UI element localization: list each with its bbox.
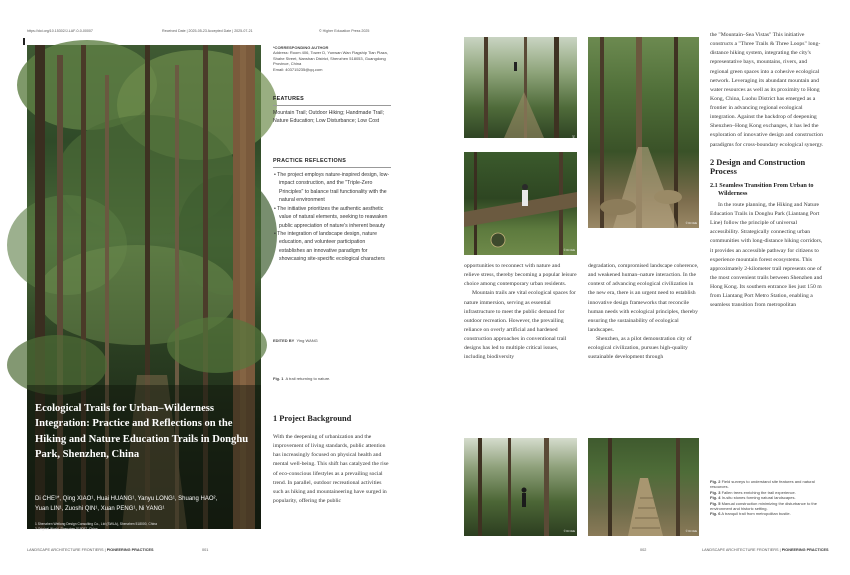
body-column-1: [464, 262, 577, 362]
fig-4-photo: [588, 37, 699, 228]
fig-2-caption: Fig. 2 Field surveys to understand site features and natural resources.: [710, 479, 815, 490]
author-list: [35, 495, 261, 514]
section-1-heading: 1 Project Background: [273, 414, 352, 423]
right-page-number: 002: [640, 548, 647, 552]
section-1-body: With the deepening of urbanization and the improvement of living standards, public attention has increasingly focused on physical health and mental well-being. This shift has catalyzed the rise of eco-conscious lifestyles as a prevailing social trend. In parallel, outdoor recreational activities such as hiking and mountaineering have surged in popularity, offering the public: [273, 434, 389, 504]
hero-forest-photo: [27, 45, 261, 529]
reflection-bullet: • The integration of landscape design, nature education, and volunteer participation establishes an innovative paradigm for showcasing site-specific ecological characters: [274, 230, 385, 263]
copyright-notice: © Higher Education Press 2025: [319, 29, 370, 33]
fig-5-caption: Fig. 5 Manual construction minimizing the disturbance to the environment and historic setting.: [710, 500, 817, 511]
editor-name: Ying WANG: [296, 338, 318, 343]
fig-5-illustration: [464, 438, 577, 536]
received-accepted-dates: Received Date | 2025-05-23 Accepted Date | 2025-07-21: [162, 29, 253, 33]
section-1: [273, 414, 389, 506]
right-page: [425, 0, 850, 575]
corresponding-author-heading: *CORRESPONDING AUTHOR: [273, 45, 329, 50]
features-block: [273, 96, 391, 126]
body-column-2: [588, 262, 700, 362]
fig-5-photo: [464, 438, 577, 536]
authors-line-2: Yuan LIN¹, Zuoshi QIN¹, Xuan PENG¹, Ni YANG¹: [35, 505, 165, 512]
right-footer-journal: LANDSCAPE ARCHITECTURE FRONTIERS | PIONEERING PRACTICES: [702, 548, 829, 552]
fig-3-illustration: [464, 152, 577, 255]
article-title: Ecological Trails for Urban–Wilderness Integration: Practice and Reflections on the Hiking and Nature Education Trails in Donghu Park, Shenzhen, China: [35, 403, 249, 461]
fig-6-caption: Fig. 6 A tranquil trail from metropolitan bustle.: [710, 511, 791, 517]
practice-reflections-block: [273, 158, 391, 264]
fig-6-illustration: [588, 438, 699, 536]
section-2-1-heading: 2.1 Seamless Transition From Urban to Wilderness: [710, 181, 814, 198]
fig-6-photo: [588, 438, 699, 536]
col-3-paragraph-2: In the route planning, the Hiking and Nature Education Trails in Donghu Park (Liantang Port Line) follow the principle of universal accessibility. Strategically connecting urban communities with long-distance hiking corridors, it provides an accessible pathway for citizens to experience mountain forest ecosystems. This approximately 2-kilometer trail represents one of the most convenient trails between Shenzhen and Hong Kong. Its southern entrance lies just 150 m from Liantang Port Metro Station, enabling a seamless transition from metropolitan: [710, 201, 823, 309]
corresponding-address: Address: Room 406, Tower D, Yunwan Wan Flagship Tian Plaza, Shahe Street, Nanshan District, Shenzhen 518053, Guangdong Province, China: [273, 50, 388, 67]
fig-6-credit: © Di CHE: [685, 530, 697, 533]
fig-5-credit: © Di CHE: [563, 530, 575, 533]
authors-line-1: Di CHE¹*, Qing XIAO¹, Huai HUANG¹, Yanyu LONG¹, Shuang HAO²,: [35, 496, 218, 502]
body-column-3: [710, 31, 824, 310]
col-1-paragraph-1: opportunities to reconnect with nature and relieve stress, thereby becoming a popular leisure choice among contemporary urban residents.: [464, 263, 577, 288]
fig-4-credit: © Di CHE: [685, 222, 697, 225]
figure-captions: [710, 479, 828, 517]
affiliation-2: 2 Original World, Shenzhen 518057, China: [35, 526, 98, 531]
practice-reflections-divider: [273, 167, 391, 168]
col-2-paragraph-1: degradation, compromised landscape coherence, and weakened human–nature interaction. In the context of advancing ecological civilization in the new era, there is an urgent need to establish innovative design frameworks that reconcile human needs with ecological principles, thereby ensuring the sustainability of ecological landscapes.: [588, 263, 699, 333]
fig-4-illustration: [588, 37, 699, 228]
fig-4-caption: Fig. 4 In-situ stones forming natural landscapes.: [710, 495, 796, 501]
fig-1-label: Fig. 1: [273, 376, 284, 381]
section-2-heading: 2 Design and Construction Process: [710, 157, 806, 176]
corresponding-author-block: [273, 45, 391, 72]
reflection-bullet: • The initiative prioritizes the authentic aesthetic value of natural elements, seeking to reawaken public appreciation of nature's inherent beauty: [274, 205, 388, 229]
features-keywords: Mountain Trail; Outdoor Hiking; Handmade Trail; Nature Education; Low Disturbance; Low Cost: [273, 110, 385, 125]
page-marker: [23, 38, 25, 45]
col-2-paragraph-2: Shenzhen, as a pilot demonstration city of ecological civilization, pursues high-quality sustainable development through: [588, 336, 692, 361]
fig-1-caption: [273, 376, 391, 381]
features-heading: FEATURES: [273, 96, 305, 102]
edited-by-block: [273, 338, 391, 343]
features-divider: [273, 105, 391, 106]
edited-by-label: EDITED BY: [273, 338, 295, 343]
left-page-number: 001: [202, 548, 209, 552]
fig-2-credit: © Di CHE: [572, 135, 575, 147]
fig-3-caption: Fig. 3 Fallen trees enriching the trail experience.: [710, 489, 796, 495]
corresponding-email[interactable]: Email: 403715235@qq.com: [273, 66, 323, 72]
practice-reflections-heading: PRACTICE REFLECTIONS: [273, 158, 347, 164]
fig-2-photo: [464, 37, 577, 147]
left-footer-journal: LANDSCAPE ARCHITECTURE FRONTIERS | PIONEERING PRACTICES: [27, 548, 154, 552]
affiliation-1: 1 Shenzhen Weilong Design Consulting Co., Ltd (SWLA), Shenzhen 518000, China: [35, 522, 157, 526]
affiliations: [35, 522, 261, 532]
fig-3-credit: © Di CHE: [563, 249, 575, 252]
fig-1-text: A trail returning to nature.: [285, 376, 331, 381]
reflection-bullet: • The project employs nature-inspired design, low-impact construction, and the "Triple-Zero Principles" to balance trail functionality with the natural environment: [274, 172, 390, 204]
col-1-paragraph-2: Mountain trails are vital ecological spaces for nature immersion, serving as essential infrastructure to meet the public demand for outdoor recreation. However, the prevailing reliance on overly artificial and hardened construction approaches in conventional trail designs has led to multiple critical issues, including biodiversity: [464, 290, 576, 361]
col-3-paragraph-1: the "Mountain–Sea Vistas" This initiative constructs a "Three Trails & Three Loops" long-distance hiking system, integrating the city's representative bays, mountains, rivers, and regional green spaces into a cohesive ecological network. Leveraging its abundant mountain and water resources as well as its proximity to Hong Kong, China, Luohu District has emerged as a frontier in advancing regional ecological integration. Against the backdrop of deepening Shenzhen–Hong Kong exchanges, it has led the exploration of innovative design and construction paradigms for cross-boundary ecological synergy.: [710, 32, 824, 148]
fig-2-illustration: [464, 37, 577, 138]
fig-3-photo: [464, 152, 577, 255]
doi-link[interactable]: https://doi.org/10.15302/J-LAF-0-0-00007: [27, 29, 93, 33]
